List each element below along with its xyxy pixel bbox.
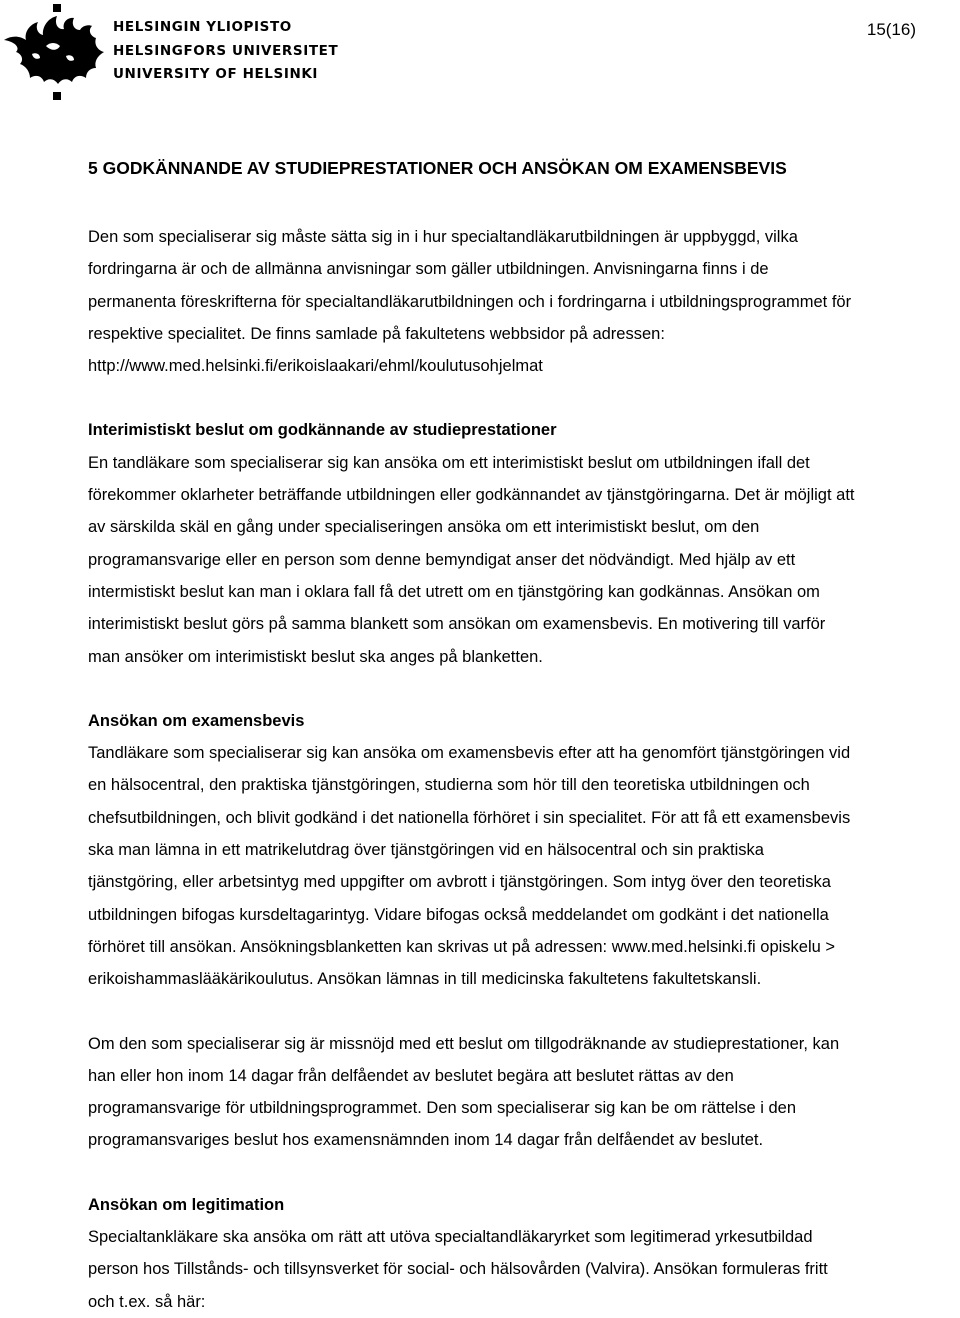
university-name-fi: HELSINGIN YLIOPISTO (113, 19, 292, 35)
interim-decision-heading: Interimistiskt beslut om godkännande av studieprestationer (88, 421, 557, 440)
paragraph-gap (88, 382, 960, 414)
text-line: Tandläkare som specialiserar sig kan ansöka om examensbevis efter att ha genomfört tjänstgöringen vid (88, 744, 851, 763)
text-line: förhöret till ansökan. Ansökningsblanketten kan skrivas ut på adressen: www.med.helsinki.fi opiskelu > (88, 937, 836, 956)
appeal-paragraph (88, 1028, 960, 1157)
text-line: ska man lämna in ett matrikelutdrag över tjänstgöringen vid en hälsocentral och sin praktiska (88, 841, 764, 860)
text-line: och t.ex. så här: (88, 1292, 206, 1311)
text-line: respektive specialitet. De finns samlade på fakultetens webbsidor på adressen: (88, 324, 665, 343)
document-body (88, 154, 960, 1318)
text-line: utbildningen bifogas kursdeltagarintyg. Vidare bifogas också meddelandet om godkänt i det nationella (88, 905, 829, 924)
interim-decision-paragraph (88, 447, 960, 673)
faculty-web-address: http://www.med.helsinki.fi/erikoislaakari/ehml/koulutusohjelmat (88, 357, 543, 376)
text-line: tjänstgöring, eller arbetsintyg med uppgifter om avbrott i tjänstgöringen. Som intyg över den teoretiska (88, 873, 831, 892)
page-number: 15(16) (866, 20, 916, 39)
university-names (113, 16, 338, 87)
text-line: Om den som specialiserar sig är missnöjd med ett beslut om tillgodräknande av studieprestationer, kan (88, 1034, 840, 1053)
text-line: förekommer oklarheter beträffande utbildningen eller godkännandet av tjänstgöringarna. Det är möjligt att (88, 486, 855, 505)
text-line: erikoishammaslääkärikoulutus. Ansökan lämnas in till medicinska fakultetens fakultetskansli. (88, 970, 762, 989)
text-line: chefsutbildningen, och blivit godkänd i det nationella förhöret i sin specialitet. För att få ett examensbevis (88, 808, 851, 827)
text-line: man ansöker om interimistiskt beslut ska anges på blanketten. (88, 647, 543, 666)
text-line: fordringarna är och de allmänna anvisningar som gäller utbildningen. Anvisningarna finns i de (88, 260, 769, 279)
text-line: person hos Tillstånds- och tillsynsverket för social- och hälsovården (Valvira). Ansökan formuleras fritt (88, 1260, 828, 1279)
paragraph-gap (88, 673, 960, 705)
exam-certificate-heading: Ansökan om examensbevis (88, 711, 305, 730)
intro-paragraph (88, 221, 960, 382)
legitimation-paragraph (88, 1221, 960, 1318)
text-line: intermistiskt beslut kan man i oklara fall få det utrett om en tjänstgöring kan godkännas. Ansökan om (88, 582, 820, 601)
text-line: programansvarige eller en person som denne bemyndigat anser det nödvändigt. Med hjälp av ett (88, 550, 796, 569)
helsinki-university-flame-logo-icon (2, 2, 106, 102)
text-line: av särskilda skäl en gång under specialiseringen ansöka om ett interimistiskt beslut, om den (88, 518, 760, 537)
paragraph-gap (88, 1157, 960, 1189)
section-title: 5 GODKÄNNANDE AV STUDIEPRESTATIONER OCH ANSÖKAN OM EXAMENSBEVIS (88, 158, 787, 178)
text-line: programansvariges beslut hos examensnämnden inom 14 dagar från delfåendet av beslutet. (88, 1131, 764, 1150)
exam-certificate-paragraph (88, 737, 960, 995)
text-line: permanenta föreskrifterna för specialtandläkarutbildningen och i fordringarna i utbildningsprogrammet för (88, 292, 852, 311)
text-line: En tandläkare som specialiserar sig kan ansöka om ett interimistiskt beslut om utbildningen ifall det (88, 453, 810, 472)
paragraph-gap (88, 996, 960, 1028)
text-line: interimistiskt beslut görs på samma blankett som ansökan om examensbevis. En motivering till varför (88, 615, 826, 634)
text-line: Den som specialiserar sig måste sätta sig in i hur specialtandläkarutbildningen är uppbyggd, vilka (88, 228, 798, 246)
legitimation-heading: Ansökan om legitimation (88, 1195, 285, 1214)
text-line: Specialtankläkare ska ansöka om rätt att utöva specialtandläkaryrket som legitimerad yrkesutbildad (88, 1228, 813, 1247)
text-line: en hälsocentral, den praktiska tjänstgöringen, studierna som hör till den teoretiska utbildningen och (88, 776, 810, 795)
text-line: han eller hon inom 14 dagar från delfåendet av beslutet begära att beslutet rättas av den (88, 1066, 734, 1085)
text-line: programansvarige för utbildningsprogrammet. Den som specialiserar sig kan be om rättelse i den (88, 1099, 797, 1118)
page-header (0, 0, 960, 110)
university-name-en: UNIVERSITY OF HELSINKI (113, 66, 319, 82)
university-name-sv: HELSINGFORS UNIVERSITET (113, 42, 339, 59)
